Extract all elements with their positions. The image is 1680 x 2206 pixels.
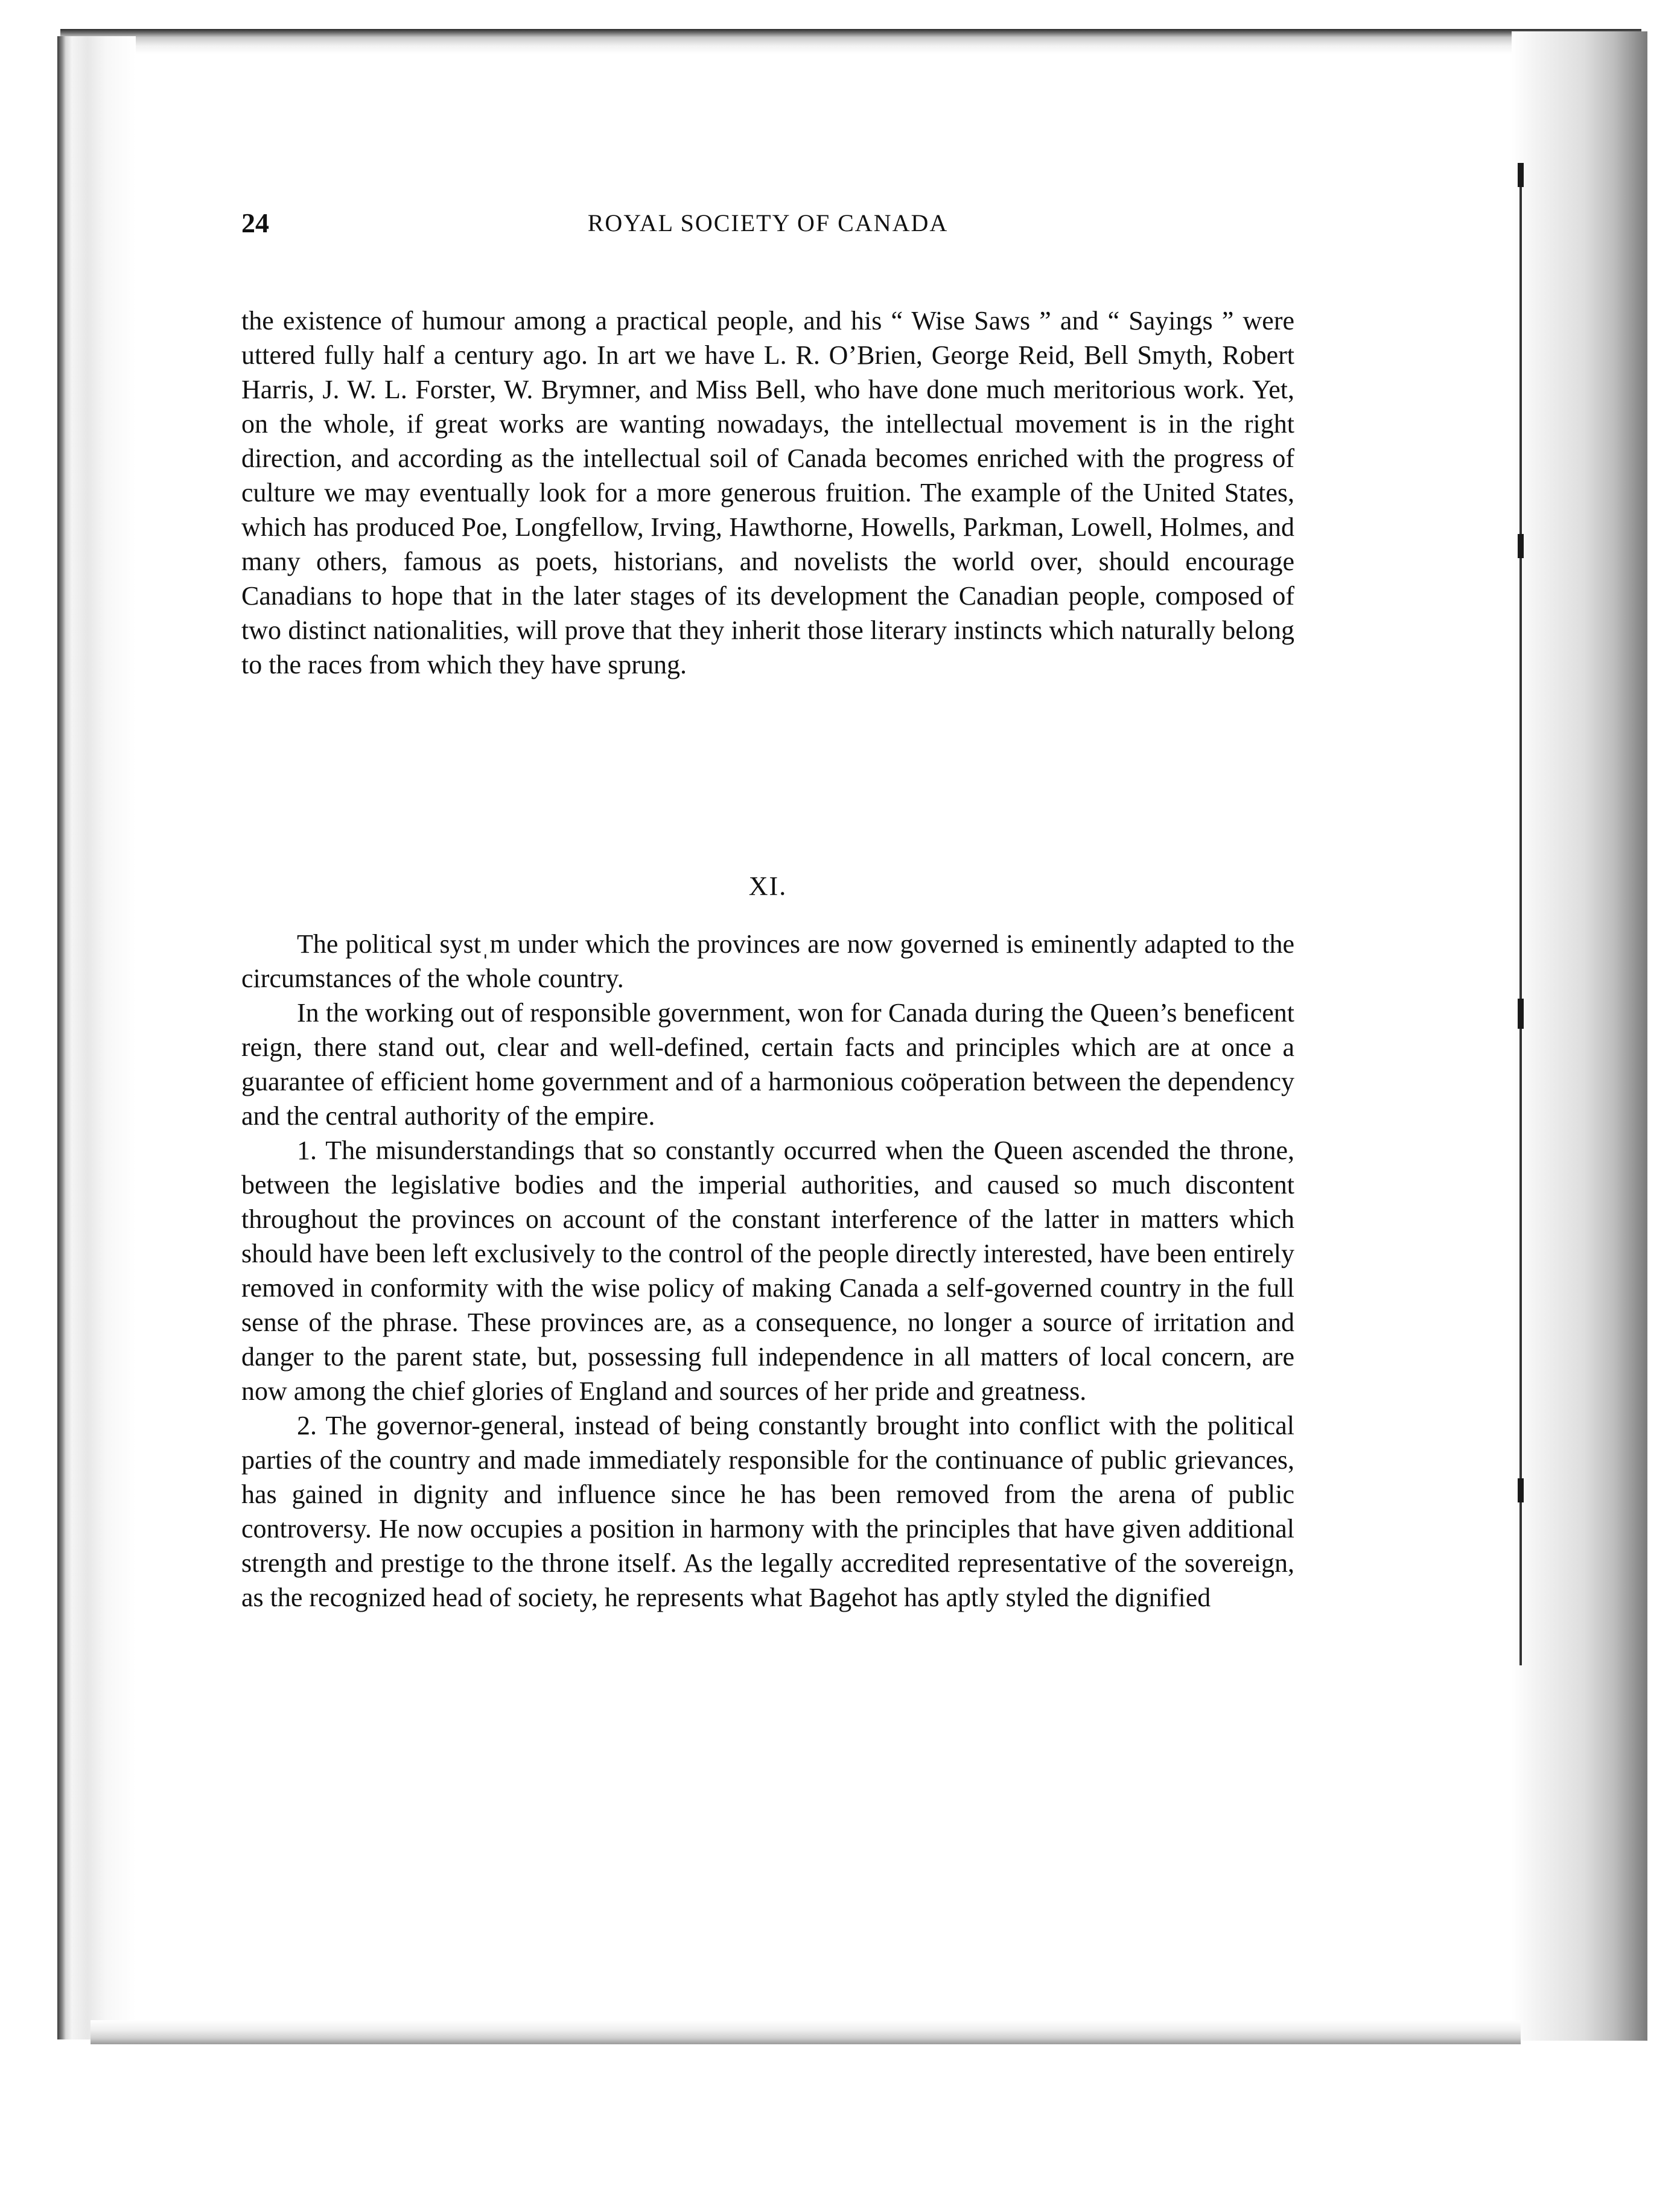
- paragraph: the existence of humour among a practical people, and his “ Wise Saws ” and “ Sayings ” were uttered fully half a century ago. In art we have L. R. O’Brien, George Reid, Bell Smyth, Robert Harris, J. W. L. Forster, W. Brymner, and Miss Bell, who have done much meritorious work. Yet, on the whole, if great works are wanting nowadays, the intellectual movement is in the right direction, and according as the intellectual soil of Canada becomes enriched with the progress of culture we may eventually look for a more generous fruition. The example of the United States, which has produced Poe, Longfellow, Irving, Hawthorne, Howells, Parkman, Lowell, Holmes, and many others, famous as poets, historians, and novelists the world over, should encourage Canadians to hope that in the later stages of its development the Canadian people, composed of two distinct nationalities, will prove that they inherit those literary instincts which naturally belong to the races from which they have sprung.: [241, 306, 1294, 679]
- page-number: 24: [241, 208, 269, 238]
- scan-border-right: [1512, 31, 1647, 2041]
- scan-border-top: [60, 29, 1641, 54]
- section-heading: XI.: [748, 871, 788, 901]
- section-heading-block: [241, 869, 1294, 903]
- binding-stitch-mark: [1518, 999, 1524, 1029]
- binding-stitch-mark: [1518, 163, 1524, 187]
- paragraph: In the working out of responsible government, won for Canada during the Queen’s beneficent reign, there stand out, clear and well-defined, certain facts and principles which are at once a guarantee of efficient home government and of a harmonious coöperation between the dependency and the central authority of the empire.: [241, 998, 1294, 1131]
- scan-border-left: [57, 36, 136, 2039]
- running-header: [241, 199, 1294, 247]
- scan-border-bottom: [91, 2020, 1521, 2044]
- paragraph: 1. The misunderstandings that so constantly occurred when the Queen ascended the throne, between the legislative bodies and the imperial authorities, and caused so much discontent throughout the provinces on account of the constant interference of the latter in matters which should have been left exclusively to the control of the people directly interested, have been entirely removed in conformity with the wise policy of making Canada a self-governed country in the full sense of the phrase. These provinces are, as a consequence, no longer a source of irritation and danger to the parent state, but, possessing full independence in all matters of local concern, are now among the chief glories of England and sources of her pride and greatness.: [241, 1136, 1294, 1406]
- running-title: ROYAL SOCIETY OF CANADA: [587, 209, 949, 237]
- section-body: [241, 927, 1294, 1615]
- paragraph: The political systˌm under which the provinces are now governed is eminently adapted to the circumstances of the whole country.: [241, 929, 1294, 993]
- continued-text-block: [241, 304, 1294, 682]
- binding-thread-line: [1519, 169, 1522, 1665]
- binding-stitch-mark: [1518, 534, 1524, 558]
- paragraph: 2. The governor-general, instead of being constantly brought into conflict with the political parties of the country and made immediately responsible for the continuance of public grievances, has gained in dignity and influence since he has been removed from the arena of public controversy. He now occupies a position in harmony with the principles that have given additional strength and prestige to the throne itself. As the legally accredited representative of the sovereign, as the recognized head of society, he represents what Bagehot has aptly styled the dignified: [241, 1411, 1294, 1612]
- binding-stitch-mark: [1518, 1478, 1524, 1502]
